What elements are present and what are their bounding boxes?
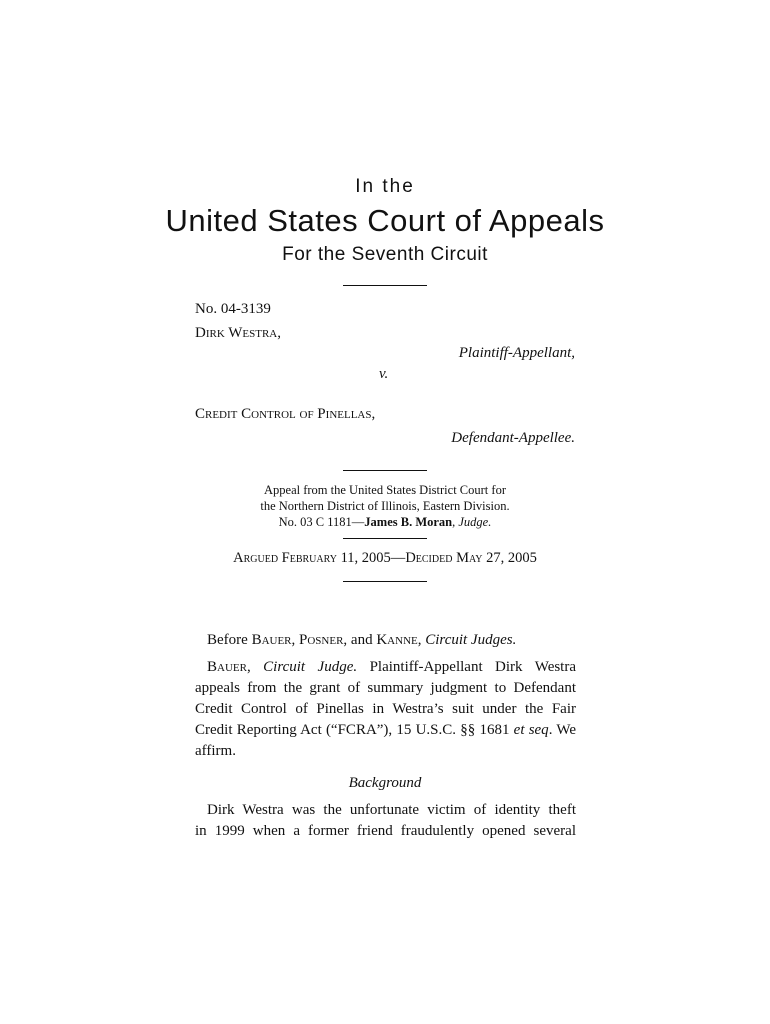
argued-label: Argued February <box>233 550 337 566</box>
appeal-info <box>0 482 770 530</box>
plaintiff-name: Dirk Westra, <box>195 325 281 341</box>
paragraph-1-line-4 <box>195 720 576 741</box>
circuit-subtitle: For the Seventh Circuit <box>282 244 488 265</box>
lower-court-judge: James B. Moran <box>364 515 453 529</box>
divider-rule-1 <box>343 285 427 286</box>
lower-court-number: No. 03 C 1181— <box>278 515 365 529</box>
judge-separator: , <box>452 515 459 529</box>
paragraph-1-line-4-b: . We <box>548 722 576 738</box>
appeal-line-2: the Northern District of Illinois, Eastern Division. <box>260 499 510 513</box>
decided-label: Decided May <box>405 550 483 566</box>
in-the-heading: In the <box>355 176 415 197</box>
opinion-author-sep: , <box>246 659 264 675</box>
opinion-paragraph-2 <box>195 800 576 842</box>
defendant-name: Credit Control of Pinellas, <box>195 406 376 422</box>
argued-decided-dates <box>0 550 770 567</box>
decided-date: 27, 2005 <box>482 550 537 566</box>
divider-rule-4 <box>343 581 427 582</box>
court-name-title: United States Court of Appeals <box>165 203 605 238</box>
opinion-paragraph-1 <box>195 657 576 762</box>
plaintiff-role: Plaintiff-Appellant, <box>458 345 575 361</box>
appeal-line-3 <box>0 514 770 530</box>
defendant-role: Defendant-Appellee. <box>451 430 575 446</box>
paragraph-1-line-2: appeals from the grant of summary judgment to Defendant <box>195 680 576 696</box>
section-heading: Background <box>348 775 422 791</box>
panel-and: and <box>347 632 377 648</box>
paragraph-1-line-1 <box>195 657 576 678</box>
appeal-line-1: Appeal from the United States District Court for <box>264 483 506 497</box>
opinion-author: Bauer <box>207 659 247 675</box>
et-seq: et seq <box>513 722 549 738</box>
panel-title: Circuit Judges. <box>425 632 517 648</box>
opinion-author-title: Circuit Judge. <box>263 659 358 675</box>
panel-before: Before <box>207 632 252 648</box>
divider-rule-3 <box>343 538 427 539</box>
paragraph-1-line-1-rest: Plaintiff-Appellant Dirk Westra <box>357 659 577 675</box>
panel-line <box>207 632 516 649</box>
versus-label: v. <box>379 366 389 382</box>
paragraph-2-line-2: in 1999 when a former friend fraudulently opened several <box>195 823 576 839</box>
paragraph-2-line-1: Dirk Westra was the unfortunate victim of identity theft <box>207 802 576 818</box>
judge-title: Judge. <box>458 515 492 529</box>
panel-sep: , <box>417 632 426 648</box>
panel-last-judge: Kanne <box>376 632 418 648</box>
panel-judges: Bauer, Posner, <box>251 632 348 648</box>
argued-date: 11, 2005— <box>336 550 406 566</box>
paragraph-1-line-5: affirm. <box>195 743 236 759</box>
divider-rule-2 <box>343 470 427 471</box>
paragraph-1-line-4-a: Credit Reporting Act (“FCRA”), 15 U.S.C. §§ 1681 <box>195 722 514 738</box>
paragraph-1-line-3: Credit Control of Pinellas in Westra’s suit under the Fair <box>195 701 576 717</box>
case-number: No. 04-3139 <box>195 301 271 317</box>
